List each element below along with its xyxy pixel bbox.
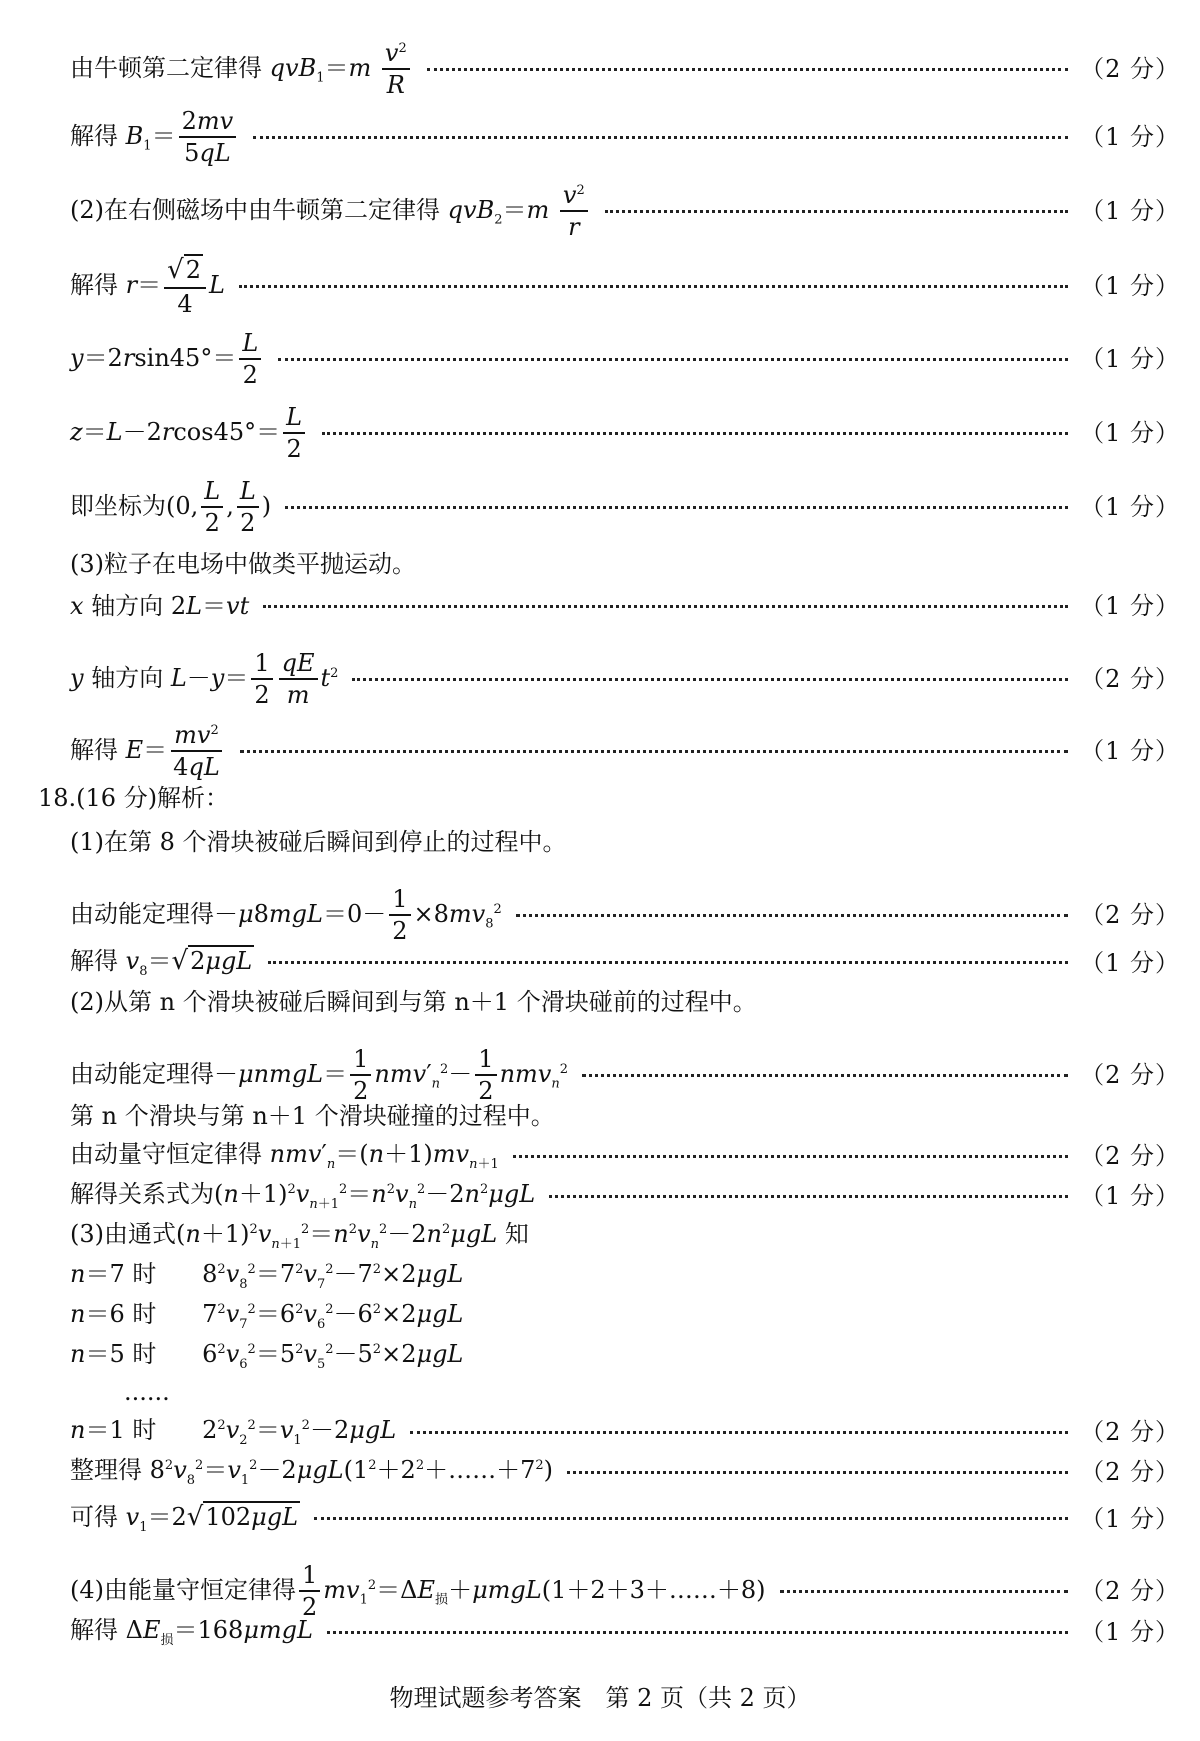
equation: y＝2rsin45°＝ $\frac{L}{2}$ — [70, 330, 264, 389]
score: （2 分） — [1080, 1458, 1180, 1487]
answer-line — [70, 1342, 1180, 1371]
dot-leader — [314, 1517, 1068, 1520]
equation: n＝7 时 $8^2v_8^2=7^2v_7^2-7^2\times 2\mu gL$ — [70, 1260, 464, 1292]
equation: 由牛顿第二定律得 qvB$_1$＝m $\frac{v^2}{R}$ — [70, 40, 413, 99]
dot-leader — [263, 605, 1068, 608]
score: （2 分） — [1080, 55, 1180, 84]
dot-leader — [427, 68, 1068, 71]
answer-line — [70, 1104, 1180, 1128]
equation: (3)由通式$(n+1)^2v_{n+1}^2=n^2v_n^2-2n^2\mu gL$ 知 — [70, 1220, 529, 1252]
equation: 解得 $\Delta E_损=168\mu mgL$ — [70, 1616, 313, 1648]
answer-line — [70, 108, 1180, 167]
score: （2 分） — [1080, 901, 1180, 930]
equation: z＝L－2rcos45°＝ $\frac{L}{2}$ — [70, 404, 308, 463]
equation: n＝5 时 $6^2v_6^2=5^2v_5^2-5^2\times 2\mu gL$ — [70, 1340, 464, 1372]
equation: (4)由能量守恒定律得 $\frac{1}{2}$ $mv_1^2=\Delta E_损+\mu mgL(1+2+3+\dots\dots+8)$ — [70, 1561, 766, 1622]
equation: n＝1 时 $2^2v_2^2=v_1^2-2\mu gL$ — [70, 1416, 397, 1448]
equation: x 轴方向 2L＝vt — [70, 592, 250, 620]
dot-leader — [322, 432, 1068, 435]
score: （1 分） — [1080, 419, 1180, 448]
equation: n＝6 时 $7^2v_7^2=6^2v_6^2-6^2\times 2\mu gL$ — [70, 1300, 464, 1332]
score: （1 分） — [1080, 493, 1180, 522]
answer-line — [70, 404, 1180, 463]
score: （1 分） — [1080, 1618, 1180, 1647]
score: （1 分） — [1080, 345, 1180, 374]
answer-line — [70, 1418, 1180, 1447]
score: （2 分） — [1080, 665, 1180, 694]
equation: 解得 r＝ $\frac{√2}{4}$ L — [70, 255, 225, 318]
equation: 由动量守恒定律得 $nmv'_n=(n+1)mv_{n+1}$ — [70, 1140, 499, 1172]
page-footer: 物理试题参考答案 第 2 页（共 2 页） — [389, 1684, 811, 1712]
answer-line — [70, 40, 1180, 99]
answer-line — [70, 594, 1180, 618]
answer-line — [70, 722, 1180, 781]
dot-leader — [780, 1590, 1069, 1593]
answer-line — [70, 1504, 1180, 1534]
answer-line — [70, 552, 1180, 576]
answer-line — [70, 1222, 1180, 1251]
answer-line — [70, 650, 1180, 709]
equation: y 轴方向 L－y＝ $\frac{1}{2}$ $\frac{qE}{m}$ $t^2$ — [70, 649, 339, 710]
dot-leader — [605, 210, 1068, 213]
answer-line — [70, 478, 1180, 537]
dot-leader — [327, 1631, 1068, 1634]
ellipsis-line — [124, 1380, 1200, 1404]
dot-leader — [285, 506, 1068, 509]
equation: 解得 E＝ $\frac{mv^2}{4qL}$ — [70, 721, 220, 782]
score: （2 分） — [1080, 1061, 1180, 1090]
equation: (2)从第 n 个滑块被碰后瞬间到与第 n＋1 个滑块碰前的过程中。 — [70, 988, 757, 1016]
answer-line — [70, 990, 1180, 1014]
equation: 整理得 $8^2v_8^2=v_1^2-2\mu gL(1^2+2^2+\dots\dots+7^2)$ — [70, 1456, 554, 1488]
score: （1 分） — [1080, 197, 1180, 226]
equation: 即坐标为(0, $\frac{L}{2}$ , $\frac{L}{2}$ ) — [70, 477, 272, 538]
dot-leader — [549, 1195, 1068, 1198]
equation: (1)在第 8 个滑块被碰后瞬间到停止的过程中。 — [70, 828, 567, 856]
answer-line — [70, 1182, 1180, 1211]
answer-line — [70, 1302, 1180, 1331]
dot-leader — [268, 961, 1068, 964]
score: （1 分） — [1080, 272, 1180, 301]
equation: 由动能定理得－μ8mgL＝0－ $\frac{1}{2}$ $\times 8mv_8^2$ — [70, 885, 502, 946]
dot-leader — [513, 1155, 1068, 1158]
dot-leader — [253, 136, 1068, 139]
dot-leader — [567, 1471, 1068, 1474]
question-title: 18.(16 分)解析： — [38, 784, 230, 812]
answer-line — [70, 1046, 1180, 1105]
score: （1 分） — [1080, 948, 1180, 977]
equation: 解得 $B_1=$ $\frac{2mv}{5qL}$ — [70, 108, 239, 167]
score: （1 分） — [1080, 123, 1180, 152]
equation: 可得 $v_1=2√102\mu gL$ — [70, 1502, 299, 1535]
dot-leader — [516, 914, 1068, 917]
score: （1 分） — [1080, 592, 1180, 620]
equation: (2)在右侧磁场中由牛顿第二定律得 qvB$_2$＝m $\frac{v^2}{r}$ — [70, 182, 591, 241]
score: （2 分） — [1080, 1577, 1180, 1606]
answer-line — [70, 948, 1180, 978]
equation: 解得关系式为$(n+1)^2v_{n+1}^2=n^2v_n^2-2n^2\mu gL$ — [70, 1180, 536, 1212]
answer-line — [70, 886, 1180, 945]
answer-line — [70, 256, 1180, 317]
answer-line — [70, 1618, 1180, 1647]
score: （1 分） — [1080, 1182, 1180, 1211]
answer-line — [70, 182, 1180, 241]
equation: 第 n 个滑块与第 n＋1 个滑块碰撞的过程中。 — [70, 1102, 555, 1130]
answer-line — [70, 1458, 1180, 1487]
question-header — [38, 786, 1180, 810]
dot-leader — [352, 678, 1068, 681]
score: （2 分） — [1080, 1142, 1180, 1171]
dot-leader — [239, 285, 1068, 288]
dot-leader — [582, 1074, 1068, 1077]
equation: 解得 $v_8=√2\mu gL$ — [70, 946, 253, 979]
answer-line — [70, 1142, 1180, 1171]
answer-line — [70, 330, 1180, 389]
score: （1 分） — [1080, 737, 1180, 766]
dot-leader — [240, 750, 1068, 753]
score: （1 分） — [1080, 1504, 1180, 1533]
dot-leader — [278, 358, 1068, 361]
ellipsis: ...... — [124, 1378, 170, 1406]
answer-line — [70, 1562, 1180, 1621]
equation: (3)粒子在电场中做类平抛运动。 — [70, 550, 416, 578]
equation: 由动能定理得－μnmgL＝ $\frac{1}{2}$ $nmv'_n^2-$ $\frac{1}{2}$ nmv$_n^2$ — [70, 1045, 569, 1106]
answer-line — [70, 1262, 1180, 1291]
dot-leader — [410, 1431, 1068, 1434]
score: （2 分） — [1080, 1418, 1180, 1447]
answer-line — [70, 830, 1180, 854]
